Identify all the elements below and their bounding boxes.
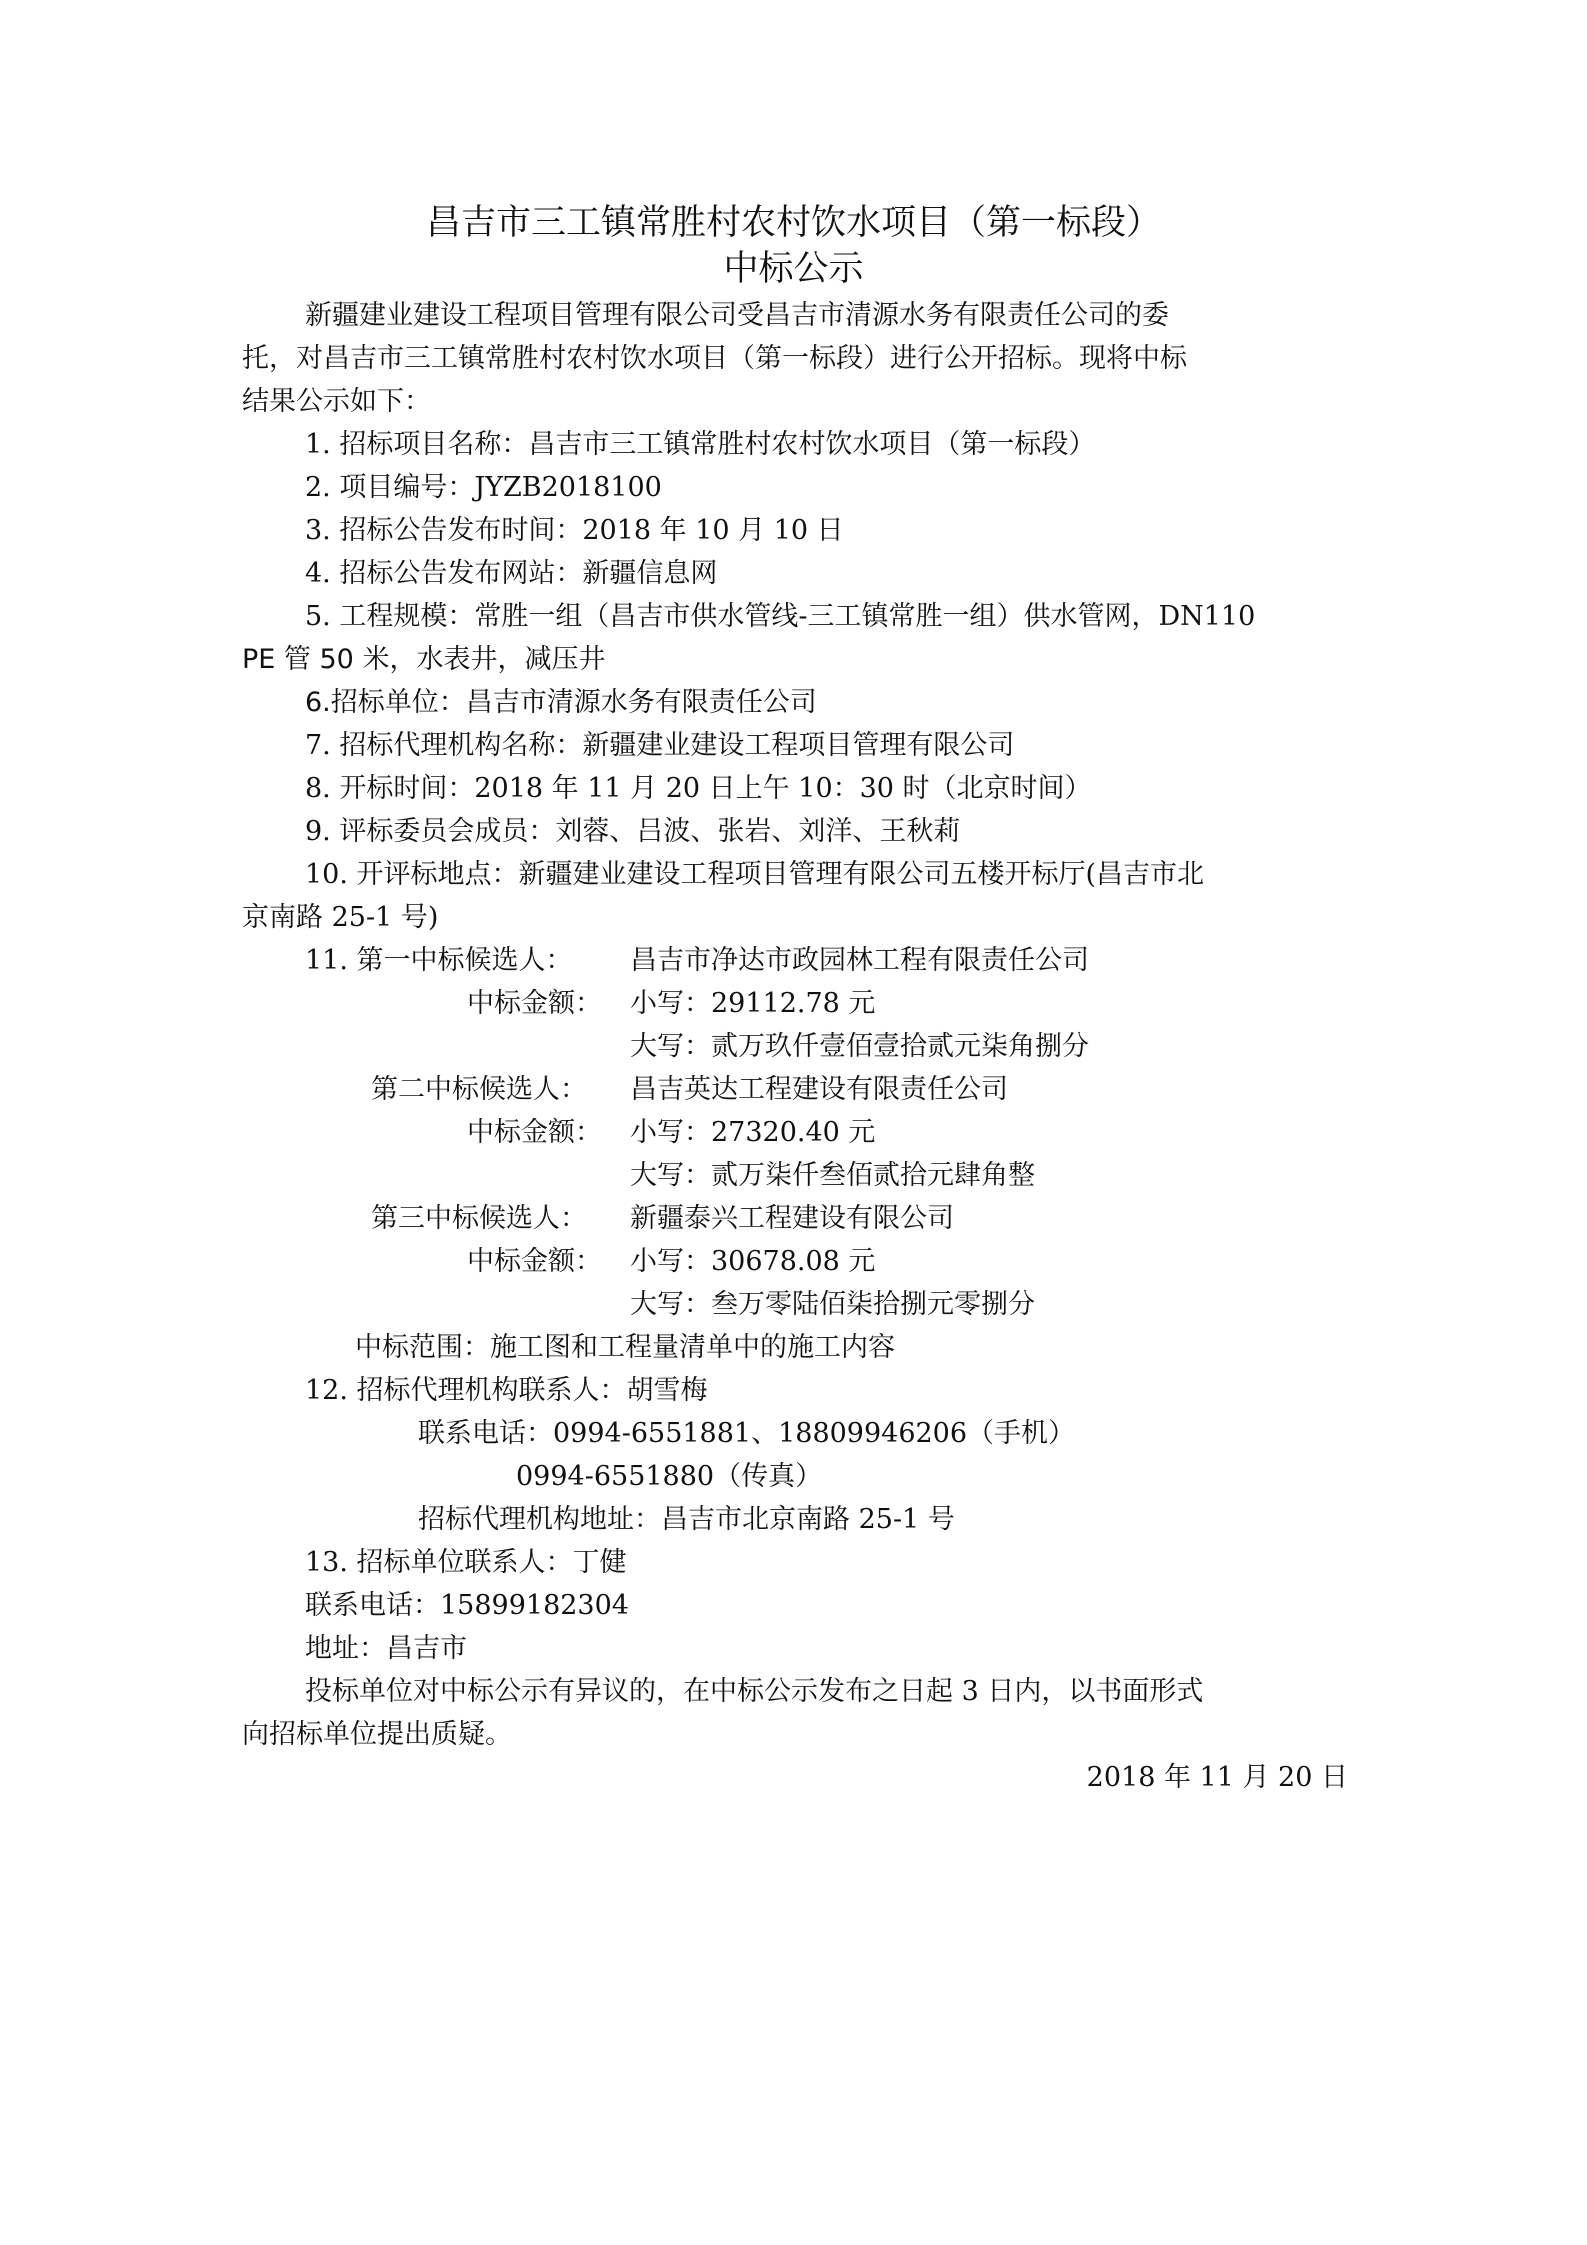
tender-unit-phone: 联系电话：15899182304 xyxy=(305,1590,629,1621)
item-announcement-date: 3. 招标公告发布时间：2018 年 10 月 10 日 xyxy=(305,515,844,546)
item-bid-opening-time: 8. 开标时间：2018 年 11 月 20 日上午 10：30 时（北京时间） xyxy=(305,773,1092,804)
closing-line-1: 投标单位对中标公示有异议的，在中标公示发布之日起 3 日内，以书面形式 xyxy=(305,1676,1204,1707)
first-candidate-name: 昌吉市净达市政园林工程有限责任公司 xyxy=(630,945,1089,976)
third-amount-small: 小写：30678.08 元 xyxy=(630,1246,876,1277)
second-amount-small: 小写：27320.40 元 xyxy=(630,1117,876,1148)
intro-line-1: 新疆建业建设工程项目管理有限公司受昌吉市清源水务有限责任公司的委 xyxy=(305,300,1169,331)
item-project-name: 1. 招标项目名称：昌吉市三工镇常胜村农村饮水项目（第一标段） xyxy=(305,429,1096,460)
third-candidate-label: 第三中标候选人： xyxy=(371,1203,587,1234)
third-amount-big: 大写：叁万零陆佰柒拾捌元零捌分 xyxy=(630,1289,1035,1320)
third-amount-label: 中标金额： xyxy=(467,1246,602,1277)
agency-fax: 0994-6551880（传真） xyxy=(516,1461,823,1492)
second-amount-label: 中标金额： xyxy=(467,1117,602,1148)
agency-phone: 联系电话：0994-6551881、18809946206（手机） xyxy=(418,1418,1076,1449)
first-amount-small: 小写：29112.78 元 xyxy=(630,988,876,1019)
tender-unit-contact-person: 13. 招标单位联系人：丁健 xyxy=(305,1547,627,1578)
award-scope: 中标范围：施工图和工程量清单中的施工内容 xyxy=(355,1332,895,1363)
item-tender-unit: 6.招标单位：昌吉市清源水务有限责任公司 xyxy=(305,687,817,718)
intro-line-3: 结果公示如下： xyxy=(242,386,431,417)
item-committee-members: 9. 评标委员会成员：刘蓉、吕波、张岩、刘洋、王秋莉 xyxy=(305,816,961,847)
item-project-number: 2. 项目编号：JYZB2018100 xyxy=(305,472,662,503)
agency-contact-person: 12. 招标代理机构联系人：胡雪梅 xyxy=(305,1375,708,1406)
tender-unit-address: 地址：昌吉市 xyxy=(305,1633,467,1664)
second-amount-big: 大写：贰万柒仟叁佰贰拾元肆角整 xyxy=(630,1160,1035,1191)
publication-date: 2018 年 11 月 20 日 xyxy=(1086,1762,1348,1793)
item-agency-name: 7. 招标代理机构名称：新疆建业建设工程项目管理有限公司 xyxy=(305,730,1015,761)
document-title: 昌吉市三工镇常胜村农村饮水项目（第一标段） xyxy=(425,203,1161,243)
item-announcement-website: 4. 招标公告发布网站：新疆信息网 xyxy=(305,558,718,589)
second-candidate-label: 第二中标候选人： xyxy=(371,1074,587,1105)
first-amount-big: 大写：贰万玖仟壹佰壹拾贰元柒角捌分 xyxy=(630,1031,1089,1062)
item-project-scale-line-2: PE 管 50 米，水表井，减压井 xyxy=(242,644,606,675)
document-subtitle: 中标公示 xyxy=(723,249,864,289)
third-candidate-name: 新疆泰兴工程建设有限公司 xyxy=(630,1203,954,1234)
agency-address: 招标代理机构地址：昌吉市北京南路 25-1 号 xyxy=(418,1504,955,1535)
item-bid-location-line-2: 京南路 25-1 号) xyxy=(242,902,439,933)
second-candidate-name: 昌吉英达工程建设有限责任公司 xyxy=(630,1074,1008,1105)
closing-line-2: 向招标单位提出质疑。 xyxy=(242,1719,512,1750)
item-bid-location-line-1: 10. 开评标地点：新疆建业建设工程项目管理有限公司五楼开标厅(昌吉市北 xyxy=(305,859,1205,890)
intro-line-2: 托，对昌吉市三工镇常胜村农村饮水项目（第一标段）进行公开招标。现将中标 xyxy=(242,343,1187,374)
first-amount-label: 中标金额： xyxy=(467,988,602,1019)
first-candidate-label: 11. 第一中标候选人： xyxy=(305,945,573,976)
item-project-scale-line-1: 5. 工程规模：常胜一组（昌吉市供水管线-三工镇常胜一组）供水管网，DN110 xyxy=(305,601,1256,632)
